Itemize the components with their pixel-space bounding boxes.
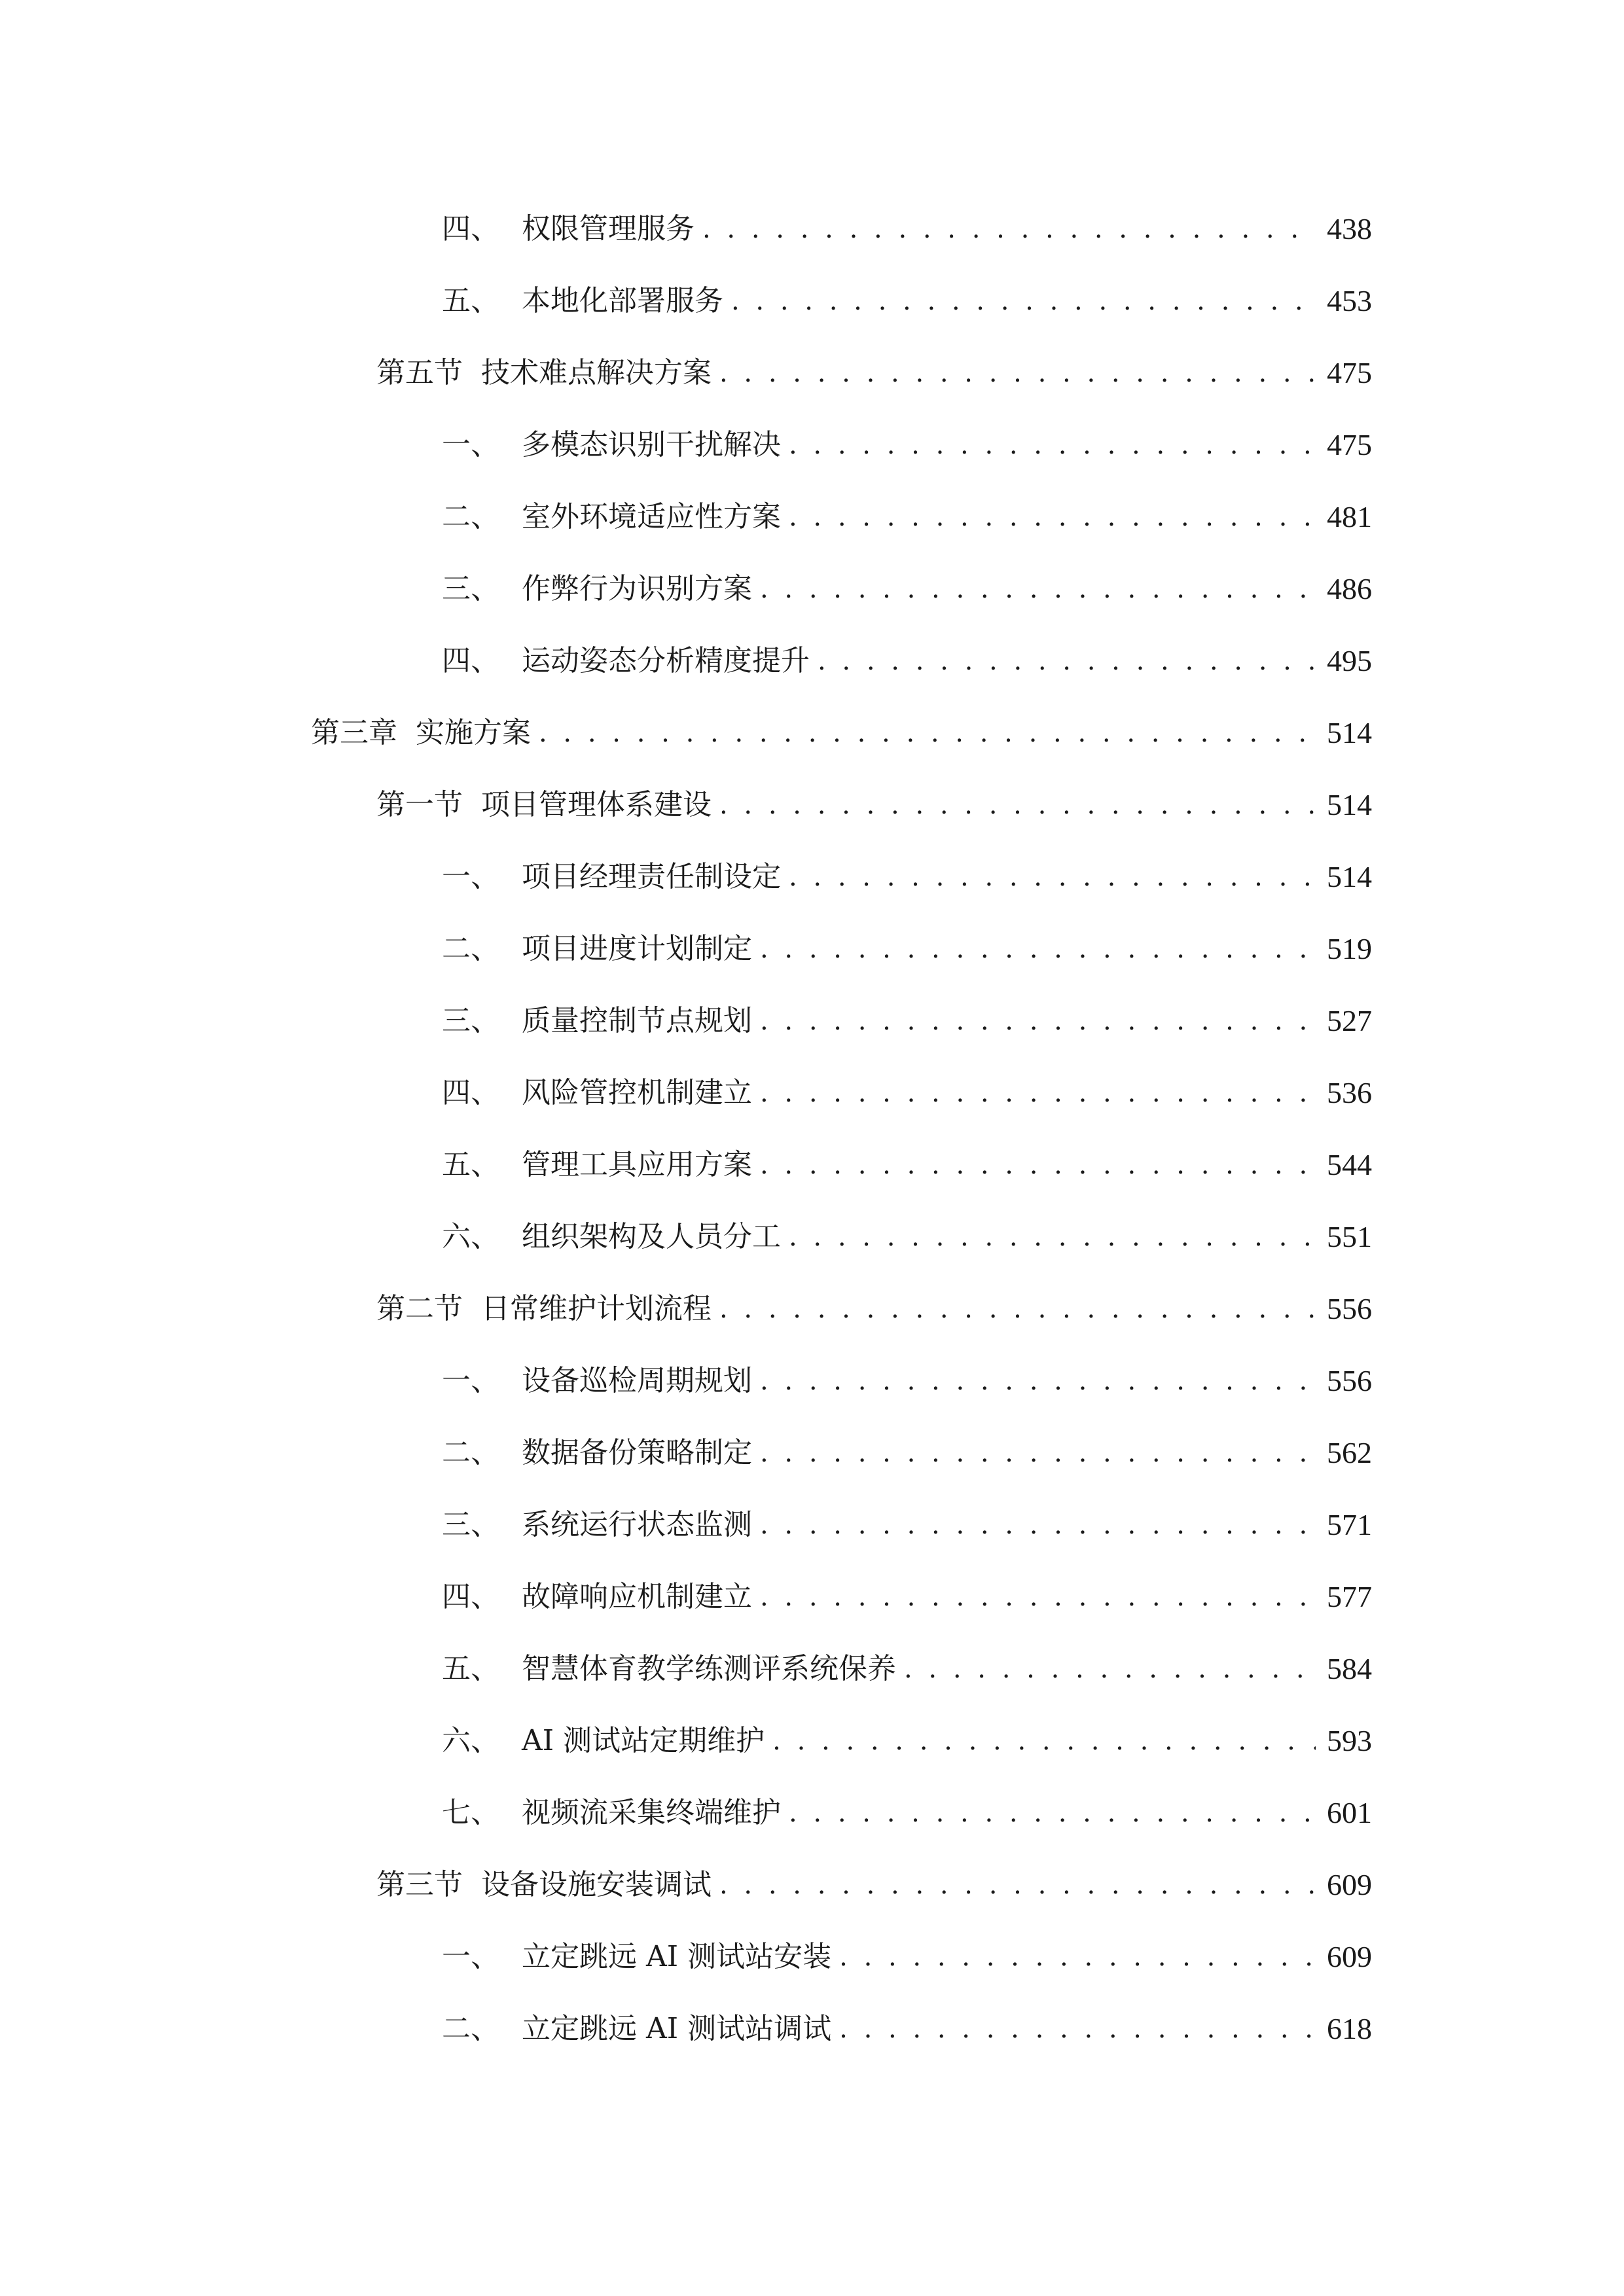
toc-entry-page: 438 [1327,212,1372,245]
dot-leader [719,779,1316,831]
toc-entry-title: 项目经理责任制设定 [522,860,781,893]
toc-section[interactable] [376,779,1372,831]
toc-entry[interactable] [442,491,1372,543]
toc-entry-title: 作弊行为识别方案 [522,572,752,605]
toc-entry-page: 475 [1327,356,1372,389]
toc-entry-number: 四、 [442,644,499,677]
toc-entry-title: 权限管理服务 [522,212,695,245]
toc-section-title: 技术难点解决方案 [481,356,712,389]
toc-entry[interactable] [442,203,1372,255]
toc-entry-page: 584 [1327,1652,1372,1685]
toc-section[interactable] [376,347,1372,399]
toc-entry[interactable] [442,1211,1372,1263]
toc-entry-page: 486 [1327,572,1372,605]
dot-leader [760,1427,1316,1479]
toc-entry[interactable] [442,275,1372,327]
toc-entry-number: 三、 [442,1004,499,1037]
toc-entry-number: 三、 [442,1508,499,1541]
dot-leader [789,491,1316,543]
toc-entry[interactable] [442,1931,1372,1983]
toc-section-number: 第三节 [376,1868,463,1901]
dot-leader [760,1067,1316,1119]
dot-leader [760,1571,1316,1623]
toc-chapter-title: 实施方案 [416,716,531,749]
dot-leader [760,923,1316,975]
toc-entry-title: 智慧体育教学练测评系统保养 [522,1652,896,1685]
toc-entry-title: 项目进度计划制定 [522,932,752,965]
dot-leader [719,347,1316,399]
toc-entry[interactable] [442,1499,1372,1551]
toc-entry-title: 多模态识别干扰解决 [522,428,781,461]
toc-entry-title: 运动姿态分析精度提升 [522,644,810,677]
toc-entry-page: 544 [1327,1148,1372,1181]
dot-leader [904,1643,1316,1695]
toc-entry-title: 组织架构及人员分工 [522,1220,781,1253]
toc-entry-page: 527 [1327,1004,1372,1037]
toc-entry[interactable] [442,635,1372,687]
toc-entry-number: 二、 [442,2012,499,2045]
toc-entry-page: 551 [1327,1220,1372,1253]
toc-entry-page: 495 [1327,644,1372,677]
toc-entry-title: 数据备份策略制定 [522,1436,752,1469]
toc-entry[interactable] [442,1427,1372,1479]
dot-leader [818,635,1316,687]
toc-entry[interactable] [442,1643,1372,1695]
toc-entry-page: 514 [1327,716,1372,749]
dot-leader [789,419,1316,471]
toc-section-number: 第一节 [376,788,463,821]
toc-entry-title: 室外环境适应性方案 [522,500,781,533]
dot-leader [760,1499,1316,1551]
toc-entry-page: 609 [1327,1868,1372,1901]
toc-entry[interactable] [442,995,1372,1047]
toc-entry[interactable] [442,1571,1372,1623]
dot-leader [702,203,1316,255]
toc-section-title: 设备设施安装调试 [481,1868,712,1901]
toc-entry-title: 设备巡检周期规划 [522,1364,752,1397]
toc-entry[interactable] [442,563,1372,615]
dot-leader [731,275,1316,327]
toc-chapter[interactable] [311,707,1372,759]
toc-entry[interactable] [442,419,1372,471]
toc-entry-page: 519 [1327,932,1372,965]
toc-entry[interactable] [442,1139,1372,1191]
toc-entry[interactable] [442,923,1372,975]
toc-entry-number: 四、 [442,212,499,245]
toc-section-title: 日常维护计划流程 [481,1292,712,1325]
toc-entry-number: 二、 [442,932,499,965]
toc-chapter-number: 第三章 [311,716,397,749]
dot-leader [772,1715,1316,1767]
toc-entry[interactable] [442,851,1372,903]
toc-entry-title: 故障响应机制建立 [522,1580,752,1613]
dot-leader [760,563,1316,615]
toc-section-title: 项目管理体系建设 [481,788,712,821]
dot-leader [719,1283,1316,1335]
toc-entry-page: 562 [1327,1436,1372,1469]
toc-entry-number: 六、 [442,1724,499,1757]
dot-leader [760,995,1316,1047]
toc-entry-title: 立定跳远 AI 测试站安装 [522,1940,832,1973]
toc-entry-page: 556 [1327,1292,1372,1325]
toc-entry-title: AI 测试站定期维护 [522,1724,765,1757]
toc-entry-page: 609 [1327,1940,1372,1973]
toc-entry-number: 二、 [442,1436,499,1469]
toc-entry-title: 质量控制节点规划 [522,1004,752,1037]
toc-entry-page: 514 [1327,860,1372,893]
toc-entry-number: 五、 [442,1148,499,1181]
toc-entry[interactable] [442,1067,1372,1119]
toc-entry-page: 556 [1327,1364,1372,1397]
dot-leader [539,707,1316,759]
toc-entry-number: 四、 [442,1580,499,1613]
toc-entry-title: 管理工具应用方案 [522,1148,752,1181]
toc-entry-title: 系统运行状态监测 [522,1508,752,1541]
toc-entry-page: 536 [1327,1076,1372,1109]
toc-entry[interactable] [442,1715,1372,1767]
toc-section[interactable] [376,1859,1372,1911]
toc-section-number: 第五节 [376,356,463,389]
toc-entry-title: 本地化部署服务 [522,284,723,317]
toc-entry[interactable] [442,1355,1372,1407]
dot-leader [789,851,1316,903]
toc-entry-number: 一、 [442,860,499,893]
toc-entry-page: 601 [1327,1796,1372,1829]
dot-leader [719,1859,1316,1911]
toc-entry-title: 风险管控机制建立 [522,1076,752,1109]
toc-entry-page: 571 [1327,1508,1372,1541]
dot-leader [760,1139,1316,1191]
toc-entry-number: 三、 [442,572,499,605]
toc-entry-number: 四、 [442,1076,499,1109]
dot-leader [760,1355,1316,1407]
toc-entry-number: 一、 [442,428,499,461]
toc-entry-page: 475 [1327,428,1372,461]
toc-entry-title: 视频流采集终端维护 [522,1796,781,1829]
toc-entry-number: 七、 [442,1796,499,1829]
toc-entry-title: 立定跳远 AI 测试站调试 [522,2012,832,2045]
toc-entry-page: 514 [1327,788,1372,821]
toc-entry-page: 618 [1327,2012,1372,2045]
dot-leader [839,1931,1316,1983]
toc-entry-number: 一、 [442,1364,499,1397]
toc-entry[interactable] [442,2003,1372,2055]
toc-entry-number: 六、 [442,1220,499,1253]
toc-entry-page: 481 [1327,500,1372,533]
dot-leader [839,2003,1316,2055]
toc-entry-number: 五、 [442,284,499,317]
toc-entry-number: 二、 [442,500,499,533]
toc-section-number: 第二节 [376,1292,463,1325]
toc-entry-page: 593 [1327,1724,1372,1757]
toc-entry-number: 一、 [442,1940,499,1973]
toc-entry-page: 577 [1327,1580,1372,1613]
toc-entry-number: 五、 [442,1652,499,1685]
dot-leader [789,1211,1316,1263]
toc-entry-page: 453 [1327,284,1372,317]
toc-section[interactable] [376,1283,1372,1335]
toc-entry[interactable] [442,1787,1372,1839]
dot-leader [789,1787,1316,1839]
